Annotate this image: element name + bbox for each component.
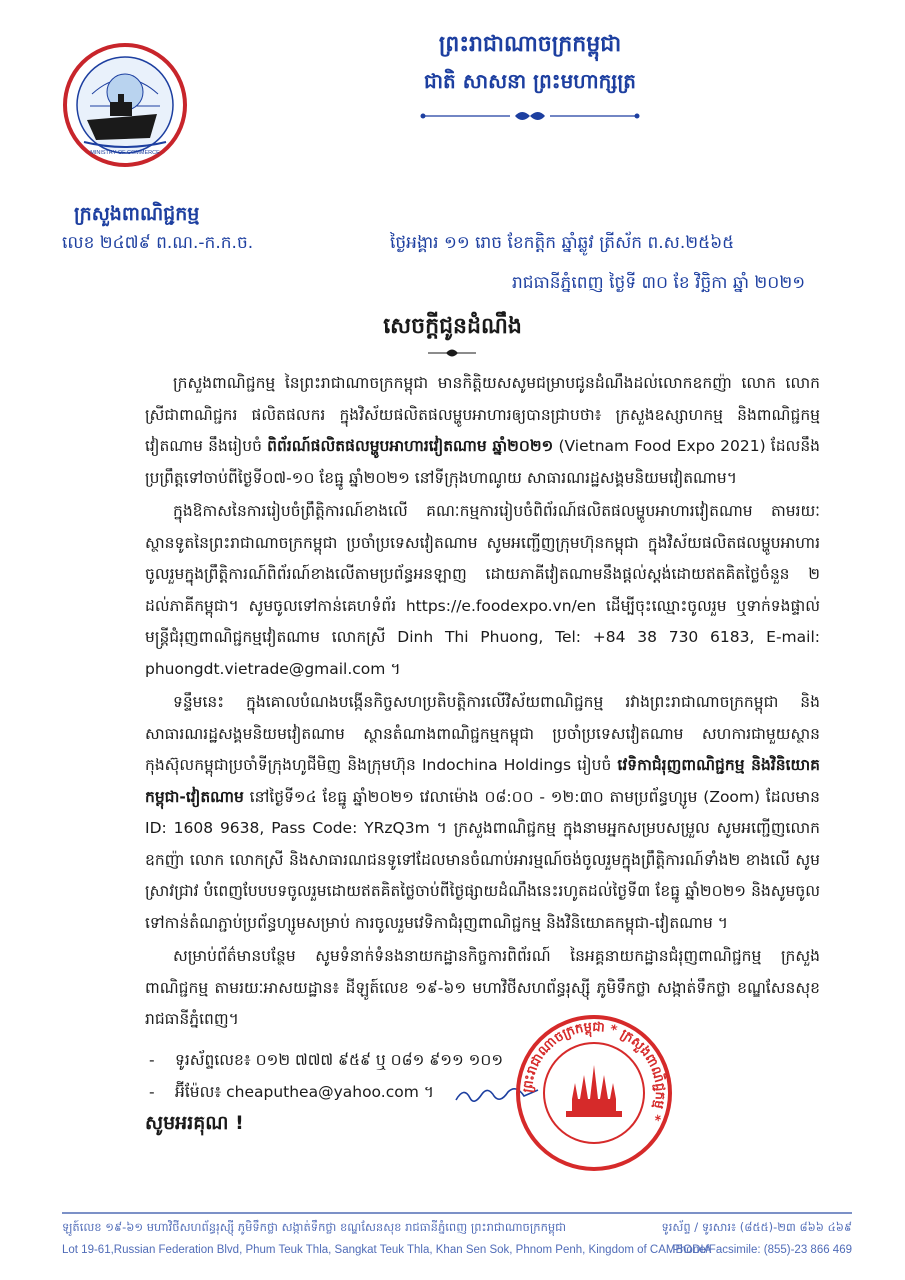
footer-phone-en: Phone/Facsimile: (855)-23 866 469: [672, 1244, 852, 1256]
paragraph-2: ក្នុងឱកាសនៃការរៀបចំព្រឹត្តិការណ៍ខាងលើ គណៈកម្មការរៀបចំពិព័រណ៍ផលិតផលម្ហូបអាហារវៀតណាម តាមរយៈស្ថានទូតនៃព្រះរាជាណាចក្រកម្ពុជា ប្រចាំប្រទេសវៀតណាម សូមអញ្ជើញក្រុមហ៊ុនកម្ពុជា ក្នុងវិស័យផលិតផលម្ហូបអាហារ ចូលរួមក្នុងព្រឹត្តិការណ៍ពិព័រណ៍ខាងលើតាមប្រព័ន្ធអនឡាញ ដោយភាគីវៀតណាមនឹងផ្តល់ស្តង់ដោយឥតគិតថ្លៃចំនួន ២ ដល់ភាគីកម្ពុជា។ សូមចូលទៅកាន់គេហទំព័រ https://e.foodexpo.vn/en ដើម្បីចុះឈ្មោះចូលរួម ឬទាក់ទងផ្ទាល់មន្ត្រីជំរុញពាណិជ្ជកម្មវៀតណាម លោកស្រី Dinh Thi Phuong, Tel: +84 38 730 6183, E-mail: phuongdt.vietrade@gmail.com ។: [145, 502, 820, 678]
closing-thanks: សូមអរគុណ !: [145, 1111, 244, 1134]
footer-phone-km: ទូរស័ព្ទ / ទូរសារ៖ (៨៥៥)-២៣ ៨៦៦ ៤៦៩: [661, 1220, 852, 1234]
header-ornament: [415, 106, 645, 126]
national-motto: ជាតិ សាសនា ព្រះមហាក្សត្រ: [424, 69, 636, 93]
ministry-name: ក្រសួងពាណិជ្ជកម្ម: [74, 203, 200, 225]
forum-name: វេទិកាជំរុញពាណិជ្ជកម្ម និងវិនិយោគកម្ពុជា-វៀតណាម: [145, 756, 820, 806]
stamp-text: ព្រះរាជាណាចក្រកម្ពុជា * ក្រសួងពាណិជ្ជកម្ម *: [520, 1019, 668, 1123]
notice-title: សេចក្តីជូនដំណឹង: [383, 314, 522, 339]
kingdom-title: ព្រះរាជាណាចក្រកម្ពុជា: [438, 32, 622, 57]
solar-date: រាជធានីភ្នំពេញ ថ្ងៃទី ៣០ ខែ វិច្ឆិកា ឆ្នាំ ២០២១: [512, 273, 806, 293]
title-ornament: [426, 346, 478, 360]
paragraph-4: សម្រាប់ព័ត៌មានបន្ថែម សូមទំនាក់ទំនងនាយកដ្ឋានកិច្ចការពិព័រណ៍ នៃអគ្គនាយកដ្ឋានជំរុញពាណិជ្ជកម្ម ក្រសួងពាណិជ្ជកម្ម តាមរយៈអាសយដ្ឋាន៖ ដីឡូត៍លេខ ១៩-៦១ មហាវិថីសហព័ន្ធរុស្ស៊ី ភូមិទឹកថ្លា សង្កាត់ទឹកថ្លា ខណ្ឌសែនសុខ រាជធានីភ្នំពេញ។: [145, 947, 820, 1028]
official-stamp: [514, 1013, 674, 1173]
footer-address-en: Lot 19-61,Russian Federation Blvd, Phum Teuk Thla, Sangkat Teuk Thla, Khan Sen Sok, Phnom Penh, Kingdom of CAMBODIA Phone/Facsimile: (855)-23 866 469: [62, 1244, 852, 1256]
lunar-date: ថ្ងៃអង្គារ ១១ រោច ខែកត្តិក ឆ្នាំឆ្លូវ ត្រីស័ក ព.ស.២៥៦៥: [390, 233, 735, 253]
paragraph-1: ក្រសួងពាណិជ្ជកម្ម នៃព្រះរាជាណាចក្រកម្ពុជា មានកិត្តិយសសូមជម្រាបជូនដំណឹងដល់លោកឧកញ៉ា លោក លោកស្រីជាពាណិជ្ជករ ផលិតផលករ ក្នុងវិស័យផលិតផលម្ហូបអាហារឲ្យបានជ្រាបថា៖ ក្រសួងឧស្សាហកម្ម និងពាណិជ្ជកម្មវៀតណាម នឹងរៀបចំ ពិព័រណ៍ផលិតផលម្ហូបអាហារវៀតណាម ឆ្នាំ២០២១ (Vietnam Food Expo 2021) ដែលនឹងប្រព្រឹត្តទៅចាប់ពីថ្ងៃទី០៧-១០ ខែធ្នូ ឆ្នាំ២០២១ នៅទីក្រុងហាណូយ សាធារណរដ្ឋសង្គមនិយមវៀតណាម។: [145, 374, 820, 487]
contact-phone: - ទូរស័ព្ទលេខ៖ ០១២ ៧៧៧ ៩៥៩ ឬ ០៨១ ៩១១ ១០១: [149, 1050, 504, 1069]
logo-caption: MINISTRY OF COMMERCE: [90, 150, 160, 156]
paragraph-3: ទន្ទឹមនេះ ក្នុងគោលបំណងបង្កើនកិច្ចសហប្រតិបត្តិការលើវិស័យពាណិជ្ជកម្ម រវាងព្រះរាជាណាចក្រកម្ពុជា និងសាធារណរដ្ឋសង្គមនិយមវៀតណាម ស្ថានតំណាងពាណិជ្ជកម្មកម្ពុជា ប្រចាំប្រទេសវៀតណាម សហការជាមួយស្ថានកុងស៊ុលកម្ពុជាប្រចាំទីក្រុងហូជីមិញ និងក្រុមហ៊ុន Indochina Holdings រៀបចំ វេទិកាជំរុញពាណិជ្ជកម្ម និងវិនិយោគកម្ពុជា-វៀតណាម នៅថ្ងៃទី១៤ ខែធ្នូ ឆ្នាំ២០២១ វេលាម៉ោង ០៨:០០ - ១២:៣០ តាមប្រព័ន្ធហ្សូម (Zoom) ដែលមាន ID: 1608 9638, Pass Code: YRzQ3m ។ ក្រសួងពាណិជ្ជកម្ម ក្នុងនាមអ្នកសម្របសម្រួល សូមអញ្ជើញលោកឧកញ៉ា លោក លោកស្រី និងសាធារណជនទូទៅដែលមានចំណាប់អារម្មណ៍ចង់ចូលរួមក្នុងព្រឹត្តិការណ៍ទាំង២ ខាងលើ សូមស្រាវជ្រាវ បំពេញបែបបទចូលរួមដោយឥតគិតថ្លៃចាប់ពីថ្ងៃផ្សាយដំណឹងនេះរហូតដល់ថ្ងៃទី៣ ខែធ្នូ ឆ្នាំ២០២១ និងសូមចូលទៅកាន់តំណភ្ជាប់ប្រព័ន្ធហ្សូមសម្រាប់ ការចូលរួមវេទិកាជំរុញពាណិជ្ជកម្ម និងវិនិយោគកម្ពុជា-វៀតណាម ។: [145, 693, 820, 932]
ministry-logo: [62, 42, 188, 168]
footer-divider: [62, 1212, 852, 1214]
footer-address-km: ឡូត៍លេខ ១៩-៦១ មហាវិថីសហព័ន្ធរុស្ស៊ី ភូមិទឹកថ្លា សង្កាត់ទឹកថ្លា ខណ្ឌសែនសុខ រាជធានីភ្នំពេញ ព្រះរាជាណាចក្រកម្ពុជា ទូរស័ព្ទ / ទូរសារ៖ (៨៥៥)-២៣ ៨៦៦ ៤៦៩: [62, 1220, 852, 1237]
contact-email: - អ៊ីម៉ែល៖ cheaputhea@yahoo.com ។: [149, 1082, 434, 1101]
notice-body: [145, 368, 820, 1139]
expo-name: ពិព័រណ៍ផលិតផលម្ហូបអាហារវៀតណាម ឆ្នាំ២០២១: [267, 437, 554, 455]
reference-number: លេខ ២៤៧៩ ព.ណ.-ក.ក.ច.: [62, 233, 254, 253]
